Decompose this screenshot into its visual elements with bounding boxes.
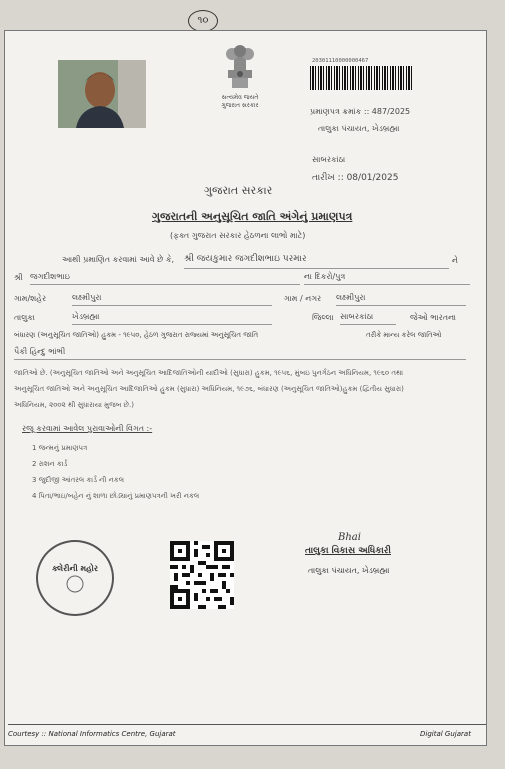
document-item: 2 રાશન કાર્ડ [32, 460, 68, 468]
caste-line: બંધારણ (અનુસૂચિત જાતિઓ) હુકમ - ૧૯૫૦, હેઠળ ગુજરાત રાજ્યમાં અનુસૂચિત જાતિ [14, 331, 259, 339]
officer-office: તાલુકા પંચાયત, ખેડબ્રહ્મા [308, 566, 390, 575]
legal-text-line-3: અધિનિયમ, ૨૦૦૨ થી સુધારાયા મુજબ છે.) [14, 401, 134, 409]
officer-title: તાલુકા વિકાસ અધિકારી [305, 546, 392, 556]
father-prefix: શ્રી [14, 273, 23, 282]
barcode-number: 20301110000000467 [312, 58, 369, 64]
caste-value: પૈકી હિન્દુ ભાંભી [14, 347, 466, 360]
name-suffix: ને [452, 256, 458, 265]
certificate-subtitle: (ફક્ત ગુજરાત સરકાર હેઠળના લાભો માટે) [170, 231, 306, 240]
signature: Bhai [338, 532, 361, 543]
taluka-value: ખેડબ્રહ્મા [72, 312, 272, 325]
legal-text-line-2: અનુસૂચિત જાતિઓ અને અનુસૂચિત આદિજાતિઓ હુકમ (સુધારા) અધિનિયમ, ૧૯૭૬, બંધારણ (અનુસૂચિત જાતિઓ)હુકમ (દ્વિતીય સુધારા) [14, 385, 404, 393]
stamp-emblem-icon [55, 574, 95, 594]
village-label: ગામ/શહેર [14, 294, 47, 303]
emblem-caption: સત્યમેવ જયતે ગુજરાત સરકાર [221, 94, 259, 109]
state-label: જેઓ ભારતના [410, 313, 457, 322]
district-label: જિલ્લા [312, 313, 334, 322]
caste-suffix: તરીકે માન્ય કરેલ જાતિઓ [366, 331, 442, 339]
barcode [310, 66, 414, 90]
district-value: સાબરકાંઠા [340, 312, 396, 325]
footer-digital-gujarat: Digital Gujarat [420, 730, 471, 738]
handwritten-page-number: ૧૦ [188, 10, 218, 32]
qr-code-image [170, 541, 234, 609]
village-value-2: લક્ષ્મીપુરા [336, 293, 466, 306]
applicant-photo-image [58, 60, 146, 128]
father-value: જગદીશભાઇ [30, 272, 300, 285]
name-value: શ્રી જયકુમાર જગદીશભાઇ પરમાર [184, 254, 449, 269]
documents-list [32, 440, 199, 504]
documents-heading: રજૂ કરવામાં આવેલ પુરાવાઓની વિગત :- [22, 424, 153, 433]
stamp-text: ક્લેરીની મહોર [51, 564, 99, 573]
applicant-photo [58, 60, 146, 128]
state-emblem [218, 42, 262, 112]
document-item: 3 જુદીજી આંતરલ કાર્ડ ની નકલ [32, 476, 125, 484]
issue-date: તારીખ :: 08/01/2025 [312, 173, 399, 183]
footer-rule [8, 724, 486, 725]
intro-label: આથી પ્રમાણિત કરવામાં આવે છે કે, [62, 255, 175, 264]
taluka-label: તાલુકા [14, 313, 35, 322]
document-item: 1 જન્મનું પ્રમાણપત્ર [32, 444, 88, 452]
issuing-office: તાલુકા પંચાયત, ખેડબ્રહ્મા [318, 124, 400, 133]
legal-text-line-1: જાતિઓ છે. (અનુસૂચિત જાતિઓ અને અનુસૂચિત આદિજાતિઓની યાદીઓ (સુધારા) હુકમ, ૧૯૫૬, મુંબઇ પુનર્ગઠન અધિનિયમ, ૧૯૬૦ તથા [14, 369, 404, 377]
qr-code [170, 541, 234, 609]
document-item: 4 પિતા/ભાઇ/બહેન નું શાળા છોડ્યાનું પ્રમાણપત્રની ખરી નકલ [32, 492, 200, 500]
footer-courtesy: Courtesy :: National Informatics Centre, Gujarat [8, 730, 176, 738]
certificate-number: પ્રમાણપત્ર ક્રમાંક :: 487/2025 [310, 107, 411, 116]
government-title: ગુજરાત સરકાર [204, 184, 273, 197]
village-value: લક્ષ્મીપુરા [72, 293, 272, 306]
lion-capital-icon [218, 42, 262, 92]
district-top: સાબરકાંઠા [312, 155, 346, 164]
office-stamp [36, 540, 114, 616]
certificate-title: ગુજરાતની અનુસૂચિત જાતિ અંગેનું પ્રમાણપત્ર [152, 210, 353, 223]
son-of-label: ના દિકરો/પુત્ર [304, 272, 470, 285]
village-label-2: ગામ / નગર [284, 294, 322, 303]
